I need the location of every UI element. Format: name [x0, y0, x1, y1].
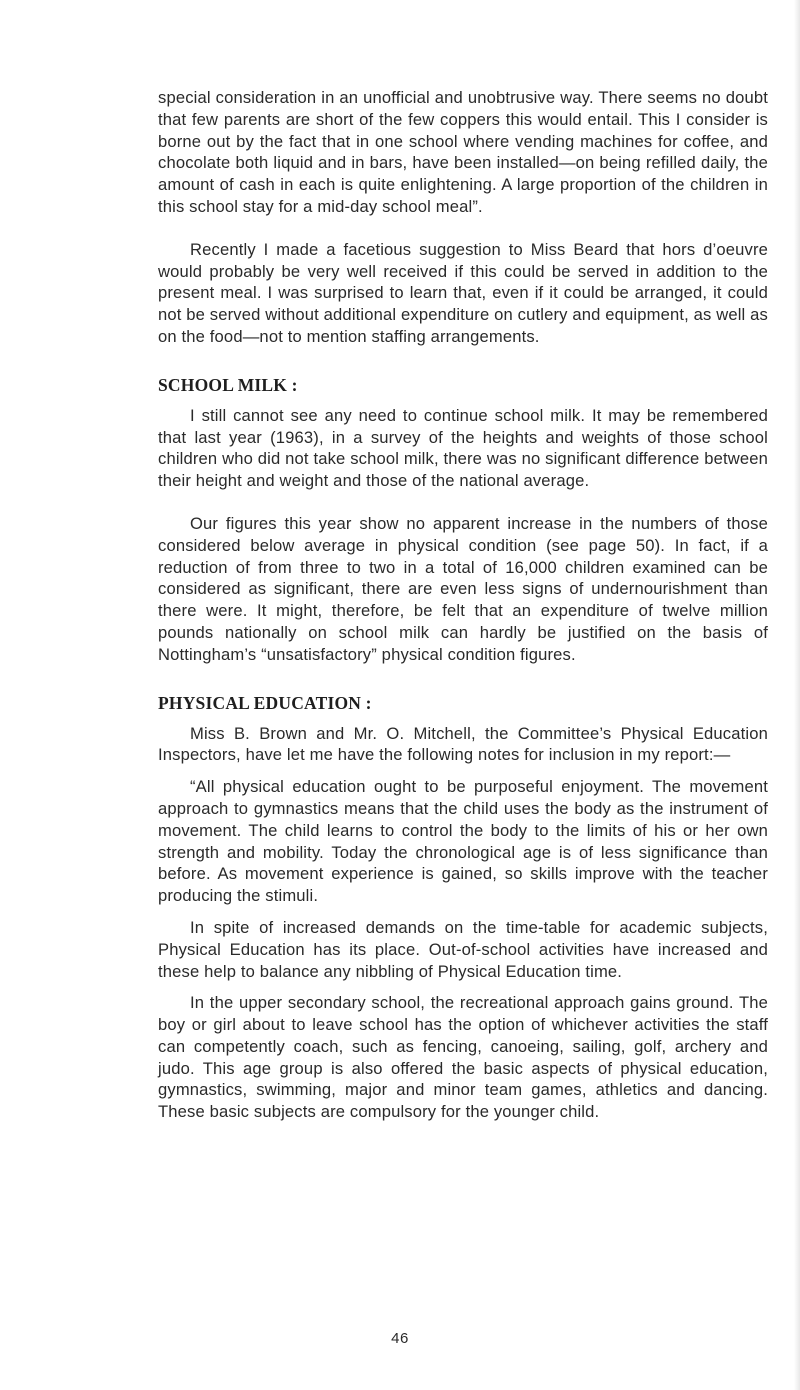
school-milk-paragraph-2: Our figures this year show no apparent increase in the numbers of those considered below average in physical condition (see page 50). In fact, if a reduction of from three to two in a total of 16,000 children examined can be considered as significant, there are even less signs of undernourishment than there were. It might, therefore, be felt that an expenditure of twelve million pounds nationally on school milk can hardly be justified on the basis of Nottingham’s “unsatisfactory” physical condition figures.	[158, 513, 768, 664]
physical-education-heading: PHYSICAL EDUCATION :	[158, 692, 372, 713]
school-milk-paragraph-1: I still cannot see any need to continue school milk. It may be remembered that last year (1963), in a survey of the heights and weights of those school children who did not take school milk, there was no significant difference between their height and weight and those of the national average.	[158, 405, 768, 491]
intro-paragraph-1: special consideration in an unofficial and unobtrusive way. There seems no doubt that few parents are short of the few coppers this would entail. This I consider is borne out by the fact that in one school where vending machines for coffee, and chocolate both liquid and in bars, have been installed—on being refilled daily, the amount of cash in each is quite enlightening. A large proportion of the children in this school stay for a mid-day school meal”.	[158, 88, 768, 216]
intro-paragraph-2: Recently I made a facetious suggestion to Miss Beard that hors d’oeuvre would probably be very well received if this could be served in addition to the present meal. I was surprised to learn that, even if it could be arranged, it could not be served without additional expenditure on cutlery and equipment, as well as on the food—not to mention staffing arrangements.	[158, 239, 768, 346]
physical-education-paragraph-3: In spite of increased demands on the time-table for academic subjects, Physical Education has its place. Out-of-school activities have increased and these help to balance any nibbling of Physical Education time.	[158, 917, 768, 981]
school-milk-heading: SCHOOL MILK :	[158, 374, 298, 395]
physical-education-paragraph-4: In the upper secondary school, the recreational approach gains ground. The boy or girl about to leave school has the option of whichever activities the staff can competently coach, such as fencing, canoeing, sailing, golf, archery and judo. This age group is also offered the basic aspects of physical education, gymnastics, swimming, major and minor team games, athletics and dancing. These basic subjects are compulsory for the younger child.	[158, 993, 768, 1122]
physical-education-paragraph-2: “All physical education ought to be purposeful enjoyment. The movement approach to gymnastics means that the child uses the body as the instrument of movement. The child learns to control the body to the limits of his or her own strength and mobility. Today the chronological age is of less significance than before. As movement experience is gained, so skills improve with the teacher producing the stimuli.	[158, 777, 768, 906]
physical-education-paragraph-1: Miss B. Brown and Mr. O. Mitchell, the Committee’s Physical Education Inspectors, have let me have the following notes for inclusion in my report:—	[158, 723, 768, 765]
page-body	[158, 87, 768, 1123]
page-edge-shadow	[794, 0, 800, 1390]
page-number: 46	[391, 1330, 409, 1347]
